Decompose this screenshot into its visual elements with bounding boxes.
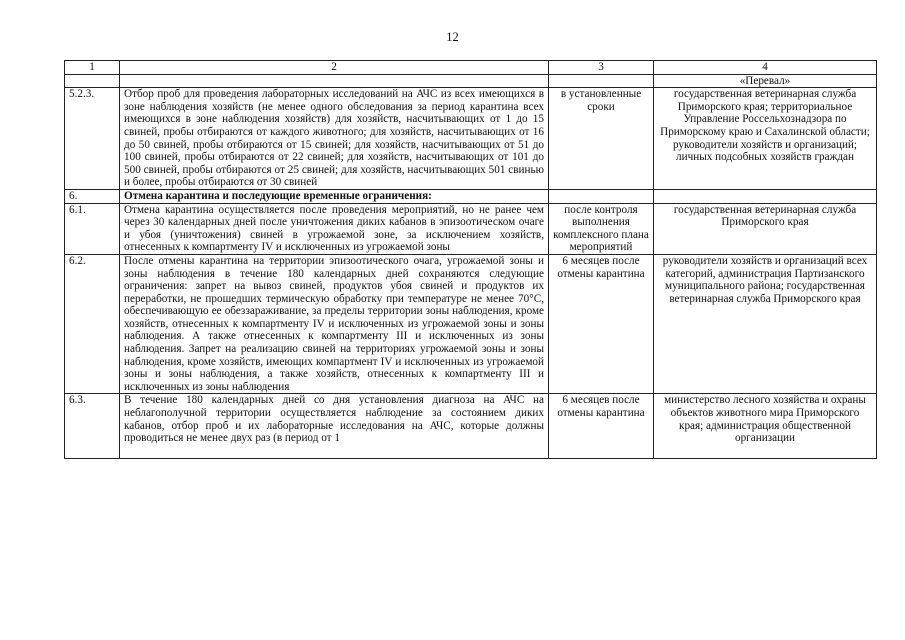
cell-empty [549,74,654,88]
row-responsible: государственная ветеринарная служба Приморского края [654,203,877,254]
row-term [549,189,654,203]
cell-empty [65,74,120,88]
header-col-1: 1 [65,61,120,75]
header-col-4: 4 [654,61,877,75]
row-term: 6 месяцев после отмены карантина [549,394,654,459]
row-term: в установленные сроки [549,88,654,190]
table-row [65,254,877,394]
row-responsible: руководители хозяйств и организаций всех категорий, администрация Партизанского муниципального района; государственная ветеринарная служба Приморского края [654,254,877,394]
row-term: 6 месяцев после отмены карантина [549,254,654,394]
continuation-row [65,74,877,88]
page-number: 12 [446,30,459,44]
row-number: 6. [65,189,120,203]
row-responsible [654,189,877,203]
table-header-row [65,61,877,75]
table-row-section [65,189,877,203]
row-term: после контроля выполнения комплексного плана мероприятий [549,203,654,254]
row-measure: Отмена карантина осуществляется после проведения мероприятий, но не ранее чем через 30 календарных дней после уничтожения диких кабанов в эпизоотическом очаге и убоя (уничтожения) свиней в угрожаемой зоне, за исключением хозяйств, отнесенных к компартменту IV и исключенных из угрожаемой зоны [120,203,549,254]
continuation-text: «Перевал» [654,74,877,88]
row-measure: После отмены карантина на территории эпизоотического очага, угрожаемой зоны и зоны наблюдения в течение 180 календарных дней сохраняются следующие ограничения: запрет на вывоз свиней, продуктов убоя свиней и продуктов их переработки, не прошедших термическую обработку при температуре не менее 70°С, обеспечивающую ее обеззараживание, за пределы территории зоны наблюдения, кроме хозяйств, отнесенных к компартменту IV и исключенных из угрожаемой зоны и зоны наблюдения. А также отнесенных к компартменту III и исключенных из зоны наблюдения. Запрет на реализацию свиней на территориях угрожаемой зоны и зоны наблюдения, кроме хозяйств, имеющих компартмент IV и исключенных из угрожаемой зоны и зоны наблюдения, а также хозяйств, отнесенных к компартменту III и исключенных из зоны наблюдения [120,254,549,394]
row-measure-text: В течение 180 календарных дней со дня установления диагноза на АЧС на неблагополучной территории осуществляется наблюдение за состоянием диких кабанов, отбор проб и их лабораторные исследования на АЧС, которые должны проводиться не менее двух раз (в период от 1 [124,394,544,445]
row-measure [120,394,549,459]
header-col-3: 3 [549,61,654,75]
row-measure: Отбор проб для проведения лабораторных исследований на АЧС из всех имеющихся в зоне наблюдения хозяйств (не менее одного обследования за период карантина всех имеющихся в зоне наблюдения хозяйств) для хозяйств, насчитывающих от 1 до 15 свиней, пробы отбираются от каждого животного; для хозяйств, насчитывающих от 16 до 50 свиней, пробы отбираются от 15 свиней; для хозяйств, насчитывающих от 51 до 100 свиней, пробы отбираются от 22 свиней; для хозяйств, насчитывающих от 101 до 500 свиней, пробы отбираются от 25 свиней; для хозяйств, насчитывающих 501 свинью и более, пробы отбираются от 30 свиней [120,88,549,190]
section-title: Отмена карантина и последующие временные ограничения: [120,189,549,203]
row-number: 6.3. [65,394,120,459]
header-col-2: 2 [120,61,549,75]
table-row [65,88,877,190]
row-responsible: министерство лесного хозяйства и охраны объектов животного мира Приморского края; администрация общественной организации [654,394,877,459]
cell-empty [120,74,549,88]
row-number: 6.1. [65,203,120,254]
table-row [65,203,877,254]
measures-table [64,60,877,459]
row-number: 6.2. [65,254,120,394]
table-row [65,394,877,459]
row-responsible: государственная ветеринарная служба Приморского края; территориальное Управление Россельхознадзора по Приморскому краю и Сахалинской области; руководители хозяйств и организаций; личных подсобных хозяйств граждан [654,88,877,190]
row-number: 5.2.3. [65,88,120,190]
